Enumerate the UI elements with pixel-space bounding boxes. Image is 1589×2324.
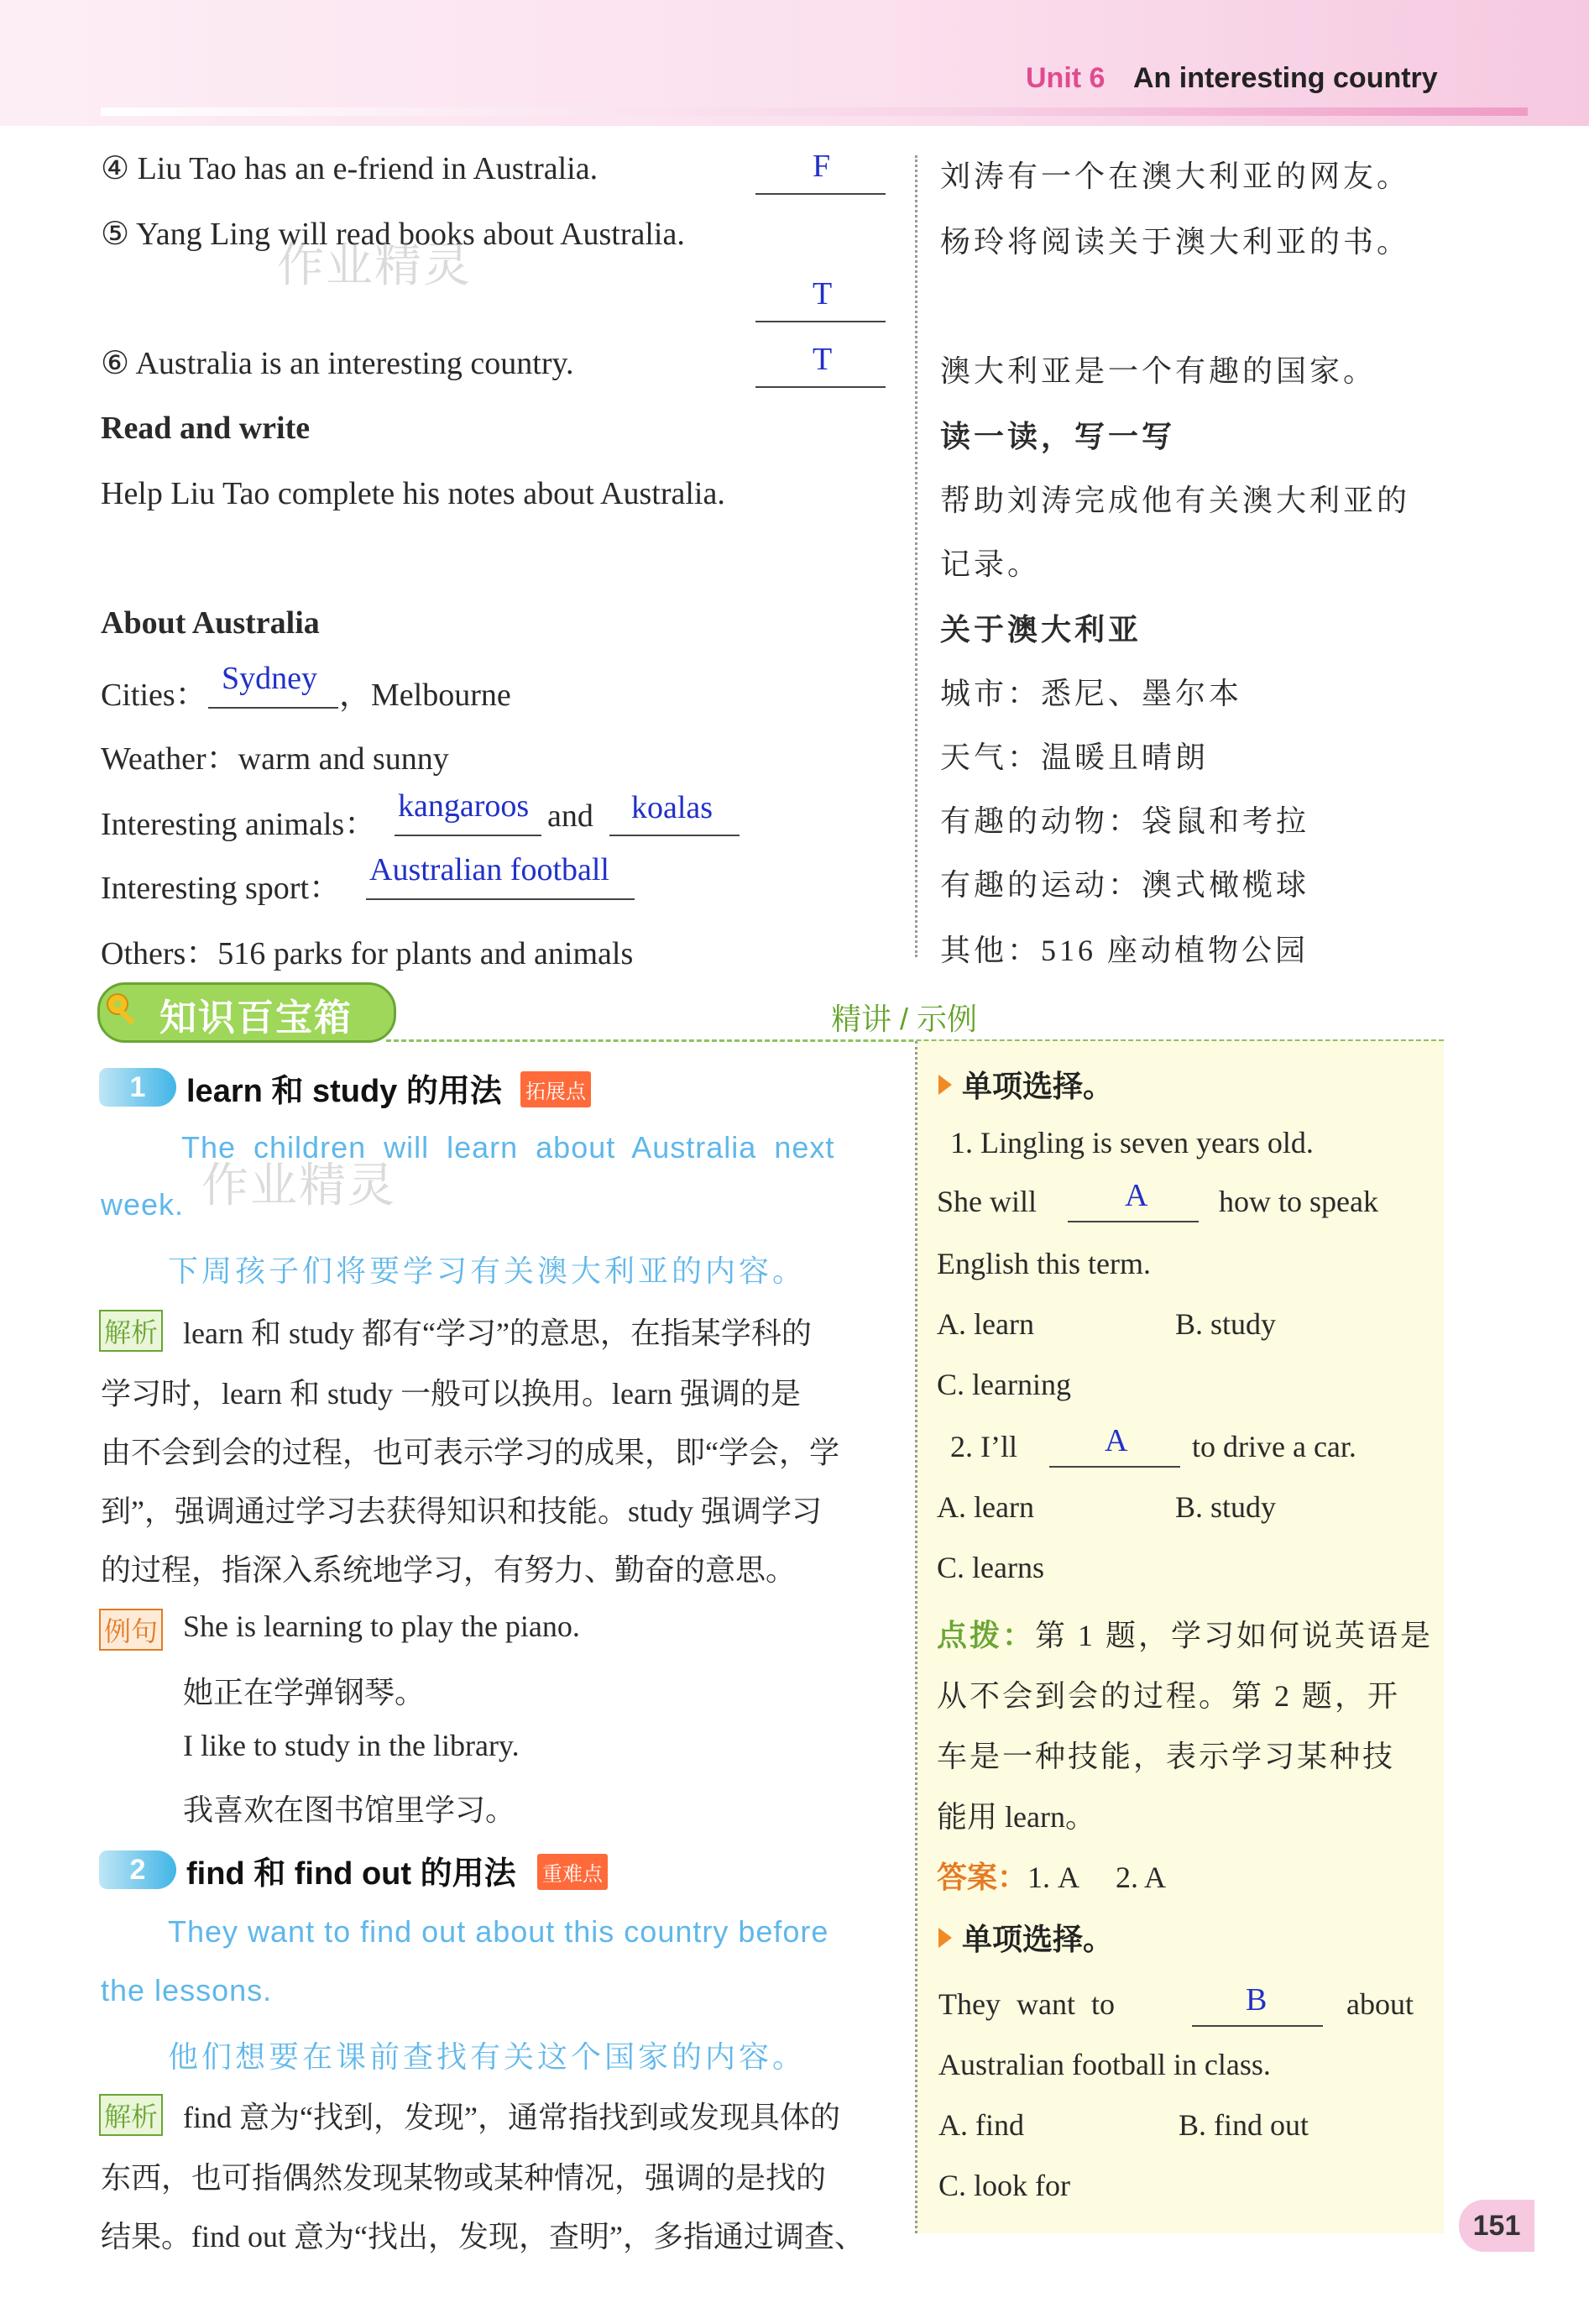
statement-4-zh: 刘涛有一个在澳大利亚的网友。 [940, 160, 1411, 193]
weather-zh: 天气：温暖且晴朗 [940, 741, 1210, 774]
analysis-line: learn 和 study 都有“学习”的意思，在指某学科的 [183, 1316, 812, 1350]
unit-title: An interesting country [1133, 62, 1438, 94]
analysis-line: 由不会到会的过程，也可表示学习的成果，即“学会，学 [101, 1436, 839, 1469]
option: C. learning [937, 1368, 1071, 1401]
instruction: Help Liu Tao complete his notes about Australia. [101, 476, 725, 511]
option: C. learns [937, 1551, 1044, 1584]
question-1-answer: A [1125, 1178, 1148, 1213]
practice-title: 单项选择。 [962, 1922, 1114, 1956]
example-zh: 他们想要在课前查找有关这个国家的内容。 [168, 2040, 807, 2074]
option: B. study [1175, 1307, 1277, 1341]
header-stripe [101, 107, 1528, 116]
example-en-2: the lessons. [101, 1973, 273, 2007]
cities-rest: ，Melbourne [339, 678, 511, 713]
question-1-part: She will [937, 1185, 1038, 1218]
cities-label: Cities： [101, 678, 207, 713]
analysis-line: 结果。find out 意为“找出，发现，查明”，多指通过调查、 [101, 2220, 865, 2253]
animals-answer-2: koalas [631, 790, 713, 825]
analysis-label: 解析 [99, 1310, 163, 1352]
example-en: The children will learn about Australia next [181, 1130, 835, 1165]
answer-4: F [813, 149, 831, 184]
answer-6: T [813, 342, 833, 377]
watermark: 作业精灵 [201, 1159, 396, 1213]
option: A. learn [937, 1490, 1034, 1524]
option: A. find [938, 2108, 1024, 2142]
question-2: 2. I’ll [950, 1430, 1017, 1463]
sport-label: Interesting sport： [101, 871, 342, 906]
answer-line [755, 386, 886, 388]
option: B. study [1175, 1490, 1277, 1524]
example-zh: 下周孩子们将要学习有关澳大利亚的内容。 [168, 1254, 807, 1288]
section-title: learn 和 study 的用法 [186, 1074, 502, 1109]
others: Others：516 parks for plants and animals [101, 936, 634, 971]
notes-title-zh: 关于澳大利亚 [940, 613, 1142, 646]
cities-zh: 城市：悉尼、墨尔本 [940, 677, 1243, 710]
section-tag: 拓展点 [520, 1071, 591, 1107]
section-number: 2 [99, 1850, 176, 1889]
banner-right-label: 精讲 / 示例 [831, 1002, 978, 1036]
sport-zh: 有趣的运动：澳式橄榄球 [940, 868, 1310, 902]
answer-5: T [813, 276, 833, 311]
answer-line [755, 321, 886, 322]
example-sentence: I like to study in the library. [183, 1729, 520, 1762]
instruction-zh-2: 记录。 [940, 547, 1042, 581]
answer-line [366, 898, 635, 900]
question-2-answer: A [1105, 1423, 1128, 1458]
notes-title: About Australia [101, 605, 320, 641]
tip: 点拨：第 1 题，学习如何说英语是 [937, 1619, 1434, 1652]
read-write-title-zh: 读一读，写一写 [940, 420, 1176, 453]
weather: Weather：warm and sunny [101, 741, 449, 777]
others-zh: 其他：516 座动植物公园 [940, 934, 1309, 967]
statement-5-zh: 杨玲将阅读关于澳大利亚的书。 [940, 225, 1411, 259]
cities-answer: Sydney [222, 661, 317, 696]
question-answer: B [1246, 1982, 1268, 2018]
section-number: 1 [99, 1068, 176, 1107]
question-1-part: how to speak [1219, 1185, 1378, 1218]
option: C. look for [938, 2169, 1070, 2202]
answer-line [1068, 1221, 1199, 1222]
practice-title: 单项选择。 [962, 1069, 1114, 1103]
answer-line [208, 707, 338, 709]
answer-line [395, 835, 541, 836]
option: A. learn [937, 1307, 1034, 1341]
analysis-line: 到”，强调通过学习去获得知识和技能。study 强调学习 [101, 1494, 822, 1528]
option: B. find out [1179, 2108, 1309, 2142]
statement-5: ⑤ Yang Ling will read books about Australia. [101, 217, 685, 252]
watermark: 作业精灵 [277, 238, 472, 293]
triangle-bullet-icon [938, 1075, 952, 1095]
column-divider [915, 155, 917, 957]
banner-label: 知识百宝箱 [159, 997, 353, 1039]
analysis-label: 解析 [99, 2094, 163, 2136]
key-icon [104, 991, 143, 1029]
answer-line [1049, 1466, 1180, 1468]
animals-and: and [547, 798, 593, 834]
example-sentence-zh: 我喜欢在图书馆里学习。 [183, 1793, 516, 1827]
tip-line: 从不会到会的过程。第 2 题，开 [937, 1679, 1401, 1713]
analysis-line: 东西，也可指偶然发现某物或某种情况，强调的是找的 [101, 2161, 827, 2195]
animals-zh: 有趣的动物：袋鼠和考拉 [940, 804, 1310, 838]
statement-4: ④ Liu Tao has an e-friend in Australia. [101, 151, 598, 186]
instruction-zh: 帮助刘涛完成他有关澳大利亚的 [940, 484, 1411, 517]
sport-answer: Australian football [369, 852, 609, 887]
section-title: find 和 find out 的用法 [186, 1856, 516, 1892]
statement-6: ⑥ Australia is an interesting country. [101, 346, 574, 381]
answer-key: 答案：1. A 2. A [937, 1861, 1167, 1894]
analysis-line: 学习时，learn 和 study 一般可以换用。learn 强调的是 [101, 1377, 801, 1411]
column-divider [915, 1041, 917, 2233]
read-write-title: Read and write [101, 411, 311, 446]
section-tag: 重难点 [537, 1854, 608, 1890]
answer-line [755, 193, 886, 195]
question-post: about [1346, 1987, 1414, 2021]
tip-line: 能用 learn。 [937, 1800, 1095, 1834]
answer-line [609, 835, 740, 836]
example-en: They want to find out about this country before [168, 1914, 829, 1949]
unit-label: Unit 6 [1026, 62, 1106, 94]
example-sentence: She is learning to play the piano. [183, 1610, 580, 1643]
tip-line: 车是一种技能，表示学习某种技 [937, 1740, 1396, 1773]
triangle-bullet-icon [938, 1928, 952, 1948]
analysis-line: find 意为“找到，发现”，通常指找到或发现具体的 [183, 2101, 840, 2134]
question-1-part: English this term. [937, 1247, 1151, 1280]
analysis-line: 的过程，指深入系统地学习，有努力、勤奋的意思。 [101, 1553, 797, 1587]
statement-6-zh: 澳大利亚是一个有趣的国家。 [940, 354, 1377, 388]
example-en-2: week. [101, 1187, 185, 1222]
page-number: 151 [1459, 2200, 1534, 2252]
animals-answer-1: kangaroos [398, 788, 530, 824]
question: They want to [938, 1987, 1115, 2021]
answer-line [1192, 2025, 1323, 2027]
question-line-2: Australian football in class. [938, 2048, 1271, 2081]
example-label: 例句 [99, 1609, 163, 1651]
question-1: 1. Lingling is seven years old. [950, 1126, 1314, 1159]
animals-label: Interesting animals： [101, 807, 377, 842]
example-sentence-zh: 她正在学弹钢琴。 [183, 1676, 426, 1709]
question-2-post: to drive a car. [1192, 1430, 1356, 1463]
